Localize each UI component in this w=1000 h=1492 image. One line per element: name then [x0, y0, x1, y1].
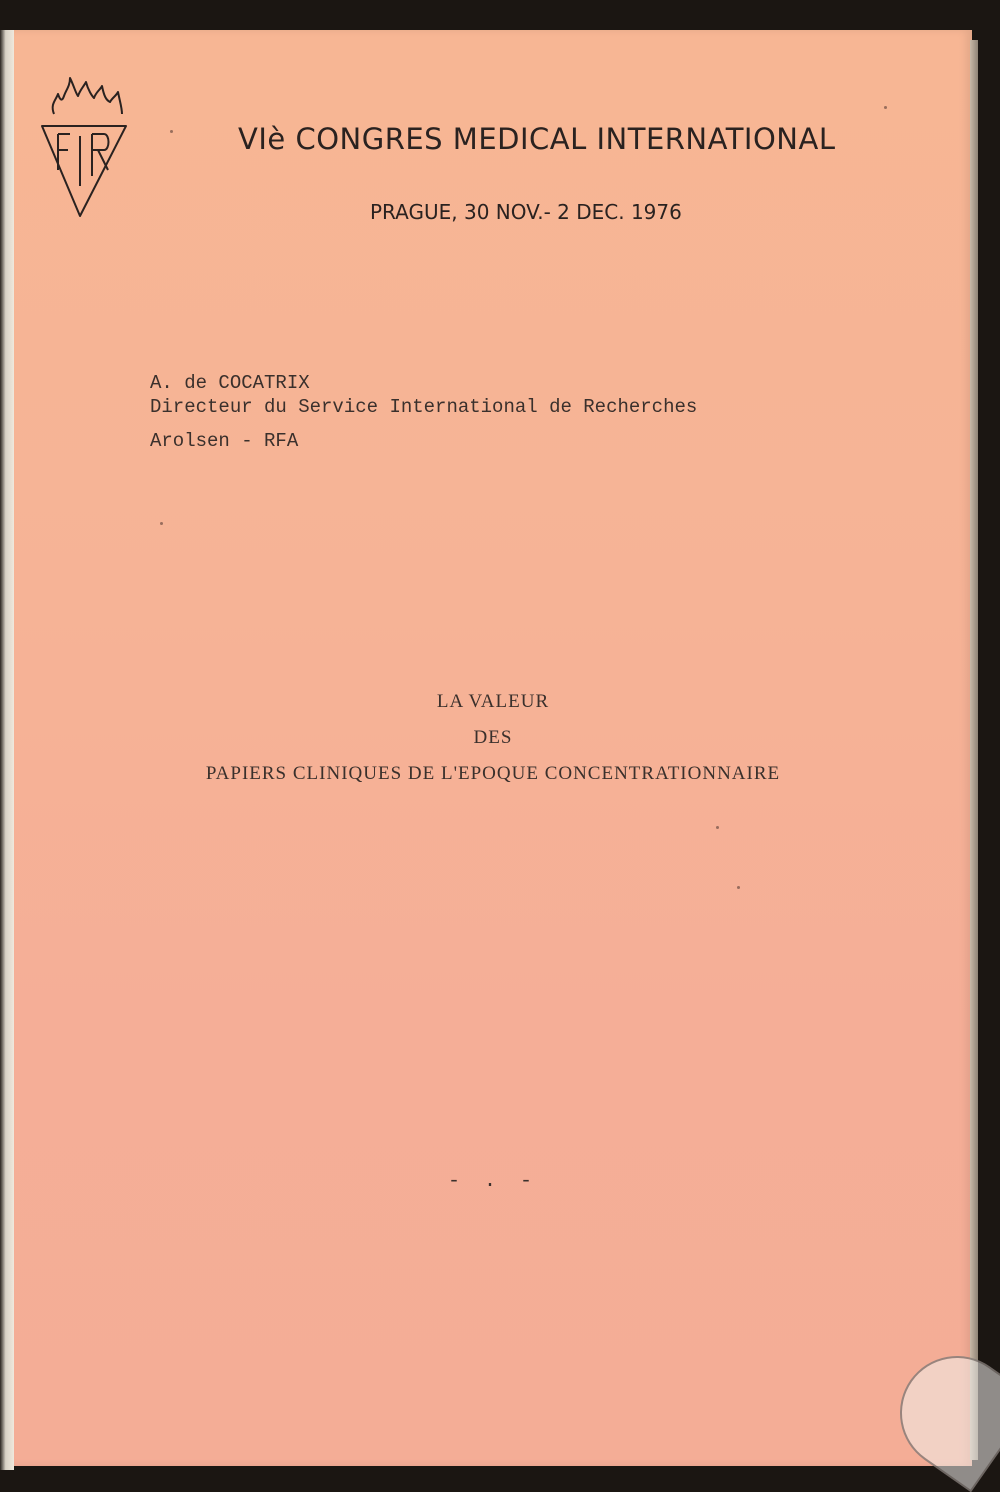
author-position: Directeur du Service International de Recherches	[150, 396, 698, 418]
paper-title-line-1: LA VALEUR	[436, 691, 550, 712]
author-location: Arolsen - RFA	[150, 430, 299, 452]
left-page-edge	[0, 30, 14, 1470]
congress-date: PRAGUE, 30 NOV.- 2 DEC. 1976	[370, 200, 682, 224]
congress-title: VIè CONGRES MEDICAL INTERNATIONAL	[238, 122, 836, 156]
fir-flame-shield-logo-icon	[40, 74, 132, 224]
paper-speck	[716, 826, 719, 829]
paper-title-line-2: DES	[473, 727, 513, 748]
paper-title-line-3: PAPIERS CLINIQUES DE L'EPOQUE CONCENTRATIONNAIRE	[205, 763, 781, 784]
author-name: A. de COCATRIX	[150, 372, 310, 394]
page-end-marker: - . -	[447, 1170, 538, 1193]
paper-title	[14, 684, 972, 792]
paper-speck	[160, 522, 163, 525]
paper-speck	[884, 106, 887, 109]
paper-speck	[737, 886, 740, 889]
author-block	[150, 368, 697, 456]
paper-speck	[170, 130, 173, 133]
